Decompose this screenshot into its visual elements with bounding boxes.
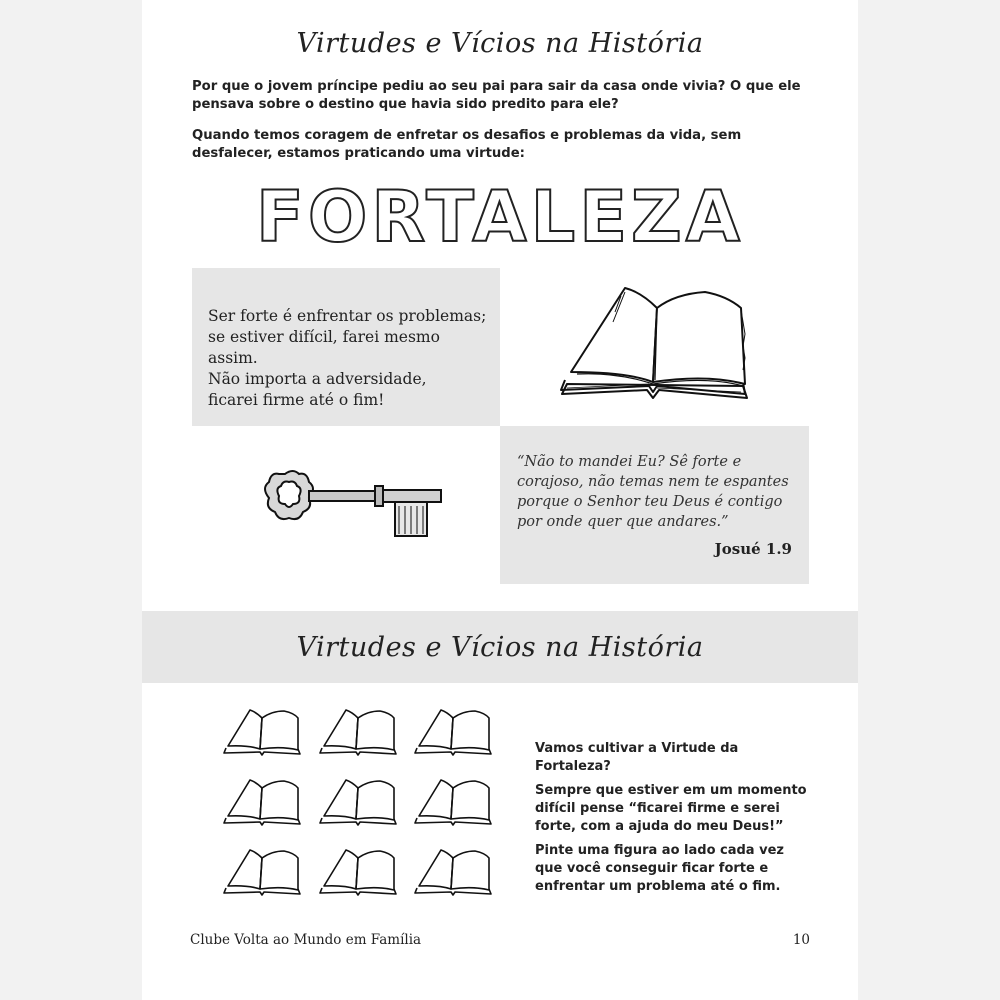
page-number: 10 [792, 932, 810, 948]
open-book-icon[interactable] [413, 848, 493, 896]
activity-affirmation: Sempre que estiver em um momento difícil pense “ficarei firme e serei forte, com a ajuda do meu Deus!” [535, 783, 807, 834]
poem-line: Não importa a adversidade, [208, 370, 427, 388]
virtue-heading: FORTALEZA [256, 176, 744, 258]
poem [208, 306, 493, 411]
intro-question: Por que o jovem príncipe pediu ao seu pai para sair da casa onde vivia? O que ele pensava sobre o destino que havia sido predito para ele? [192, 79, 801, 112]
intro-lead: Quando temos coragem de enfretar os desafios e problemas da vida, sem desfalecer, estamos praticando uma virtude: [192, 128, 742, 161]
poem-line: se estiver difícil, farei mesmo assim. [208, 328, 440, 367]
open-book-icon[interactable] [413, 708, 493, 756]
open-book-icon [557, 286, 752, 410]
open-book-icon[interactable] [413, 778, 493, 826]
open-book-icon[interactable] [318, 848, 398, 896]
open-book-icon[interactable] [318, 778, 398, 826]
open-book-icon[interactable] [222, 848, 302, 896]
open-book-icon[interactable] [222, 778, 302, 826]
skeleton-key-icon [247, 466, 442, 542]
quote-reference: Josué 1.9 [714, 540, 792, 558]
activity-instructions [535, 740, 815, 902]
poem-box [192, 268, 500, 426]
quote-box [500, 426, 809, 584]
section-banner [142, 611, 858, 683]
poem-line: Ser forte é enfrentar os problemas; [208, 307, 487, 325]
open-book-icon[interactable] [222, 708, 302, 756]
page-title: Virtudes e Vícios na História [296, 28, 704, 59]
activity-instruction: Pinte uma figura ao lado cada vez que você conseguir ficar forte e enfrentar um problema até o fim. [535, 843, 784, 894]
worksheet-page [142, 0, 858, 1000]
open-book-icon[interactable] [318, 708, 398, 756]
poem-line: ficarei firme até o fim! [208, 391, 385, 409]
coloring-books-grid [222, 708, 502, 898]
activity-question: Vamos cultivar a Virtude da Fortaleza? [535, 741, 739, 774]
footer-publication: Clube Volta ao Mundo em Família [190, 932, 422, 948]
section-title: Virtudes e Vícios na História [296, 632, 704, 663]
bible-quote: “Não to mandei Eu? Sê forte e corajoso, não temas nem te espantes porque o Senhor teu Deus é contigo por onde quer que andares.” [517, 454, 789, 530]
